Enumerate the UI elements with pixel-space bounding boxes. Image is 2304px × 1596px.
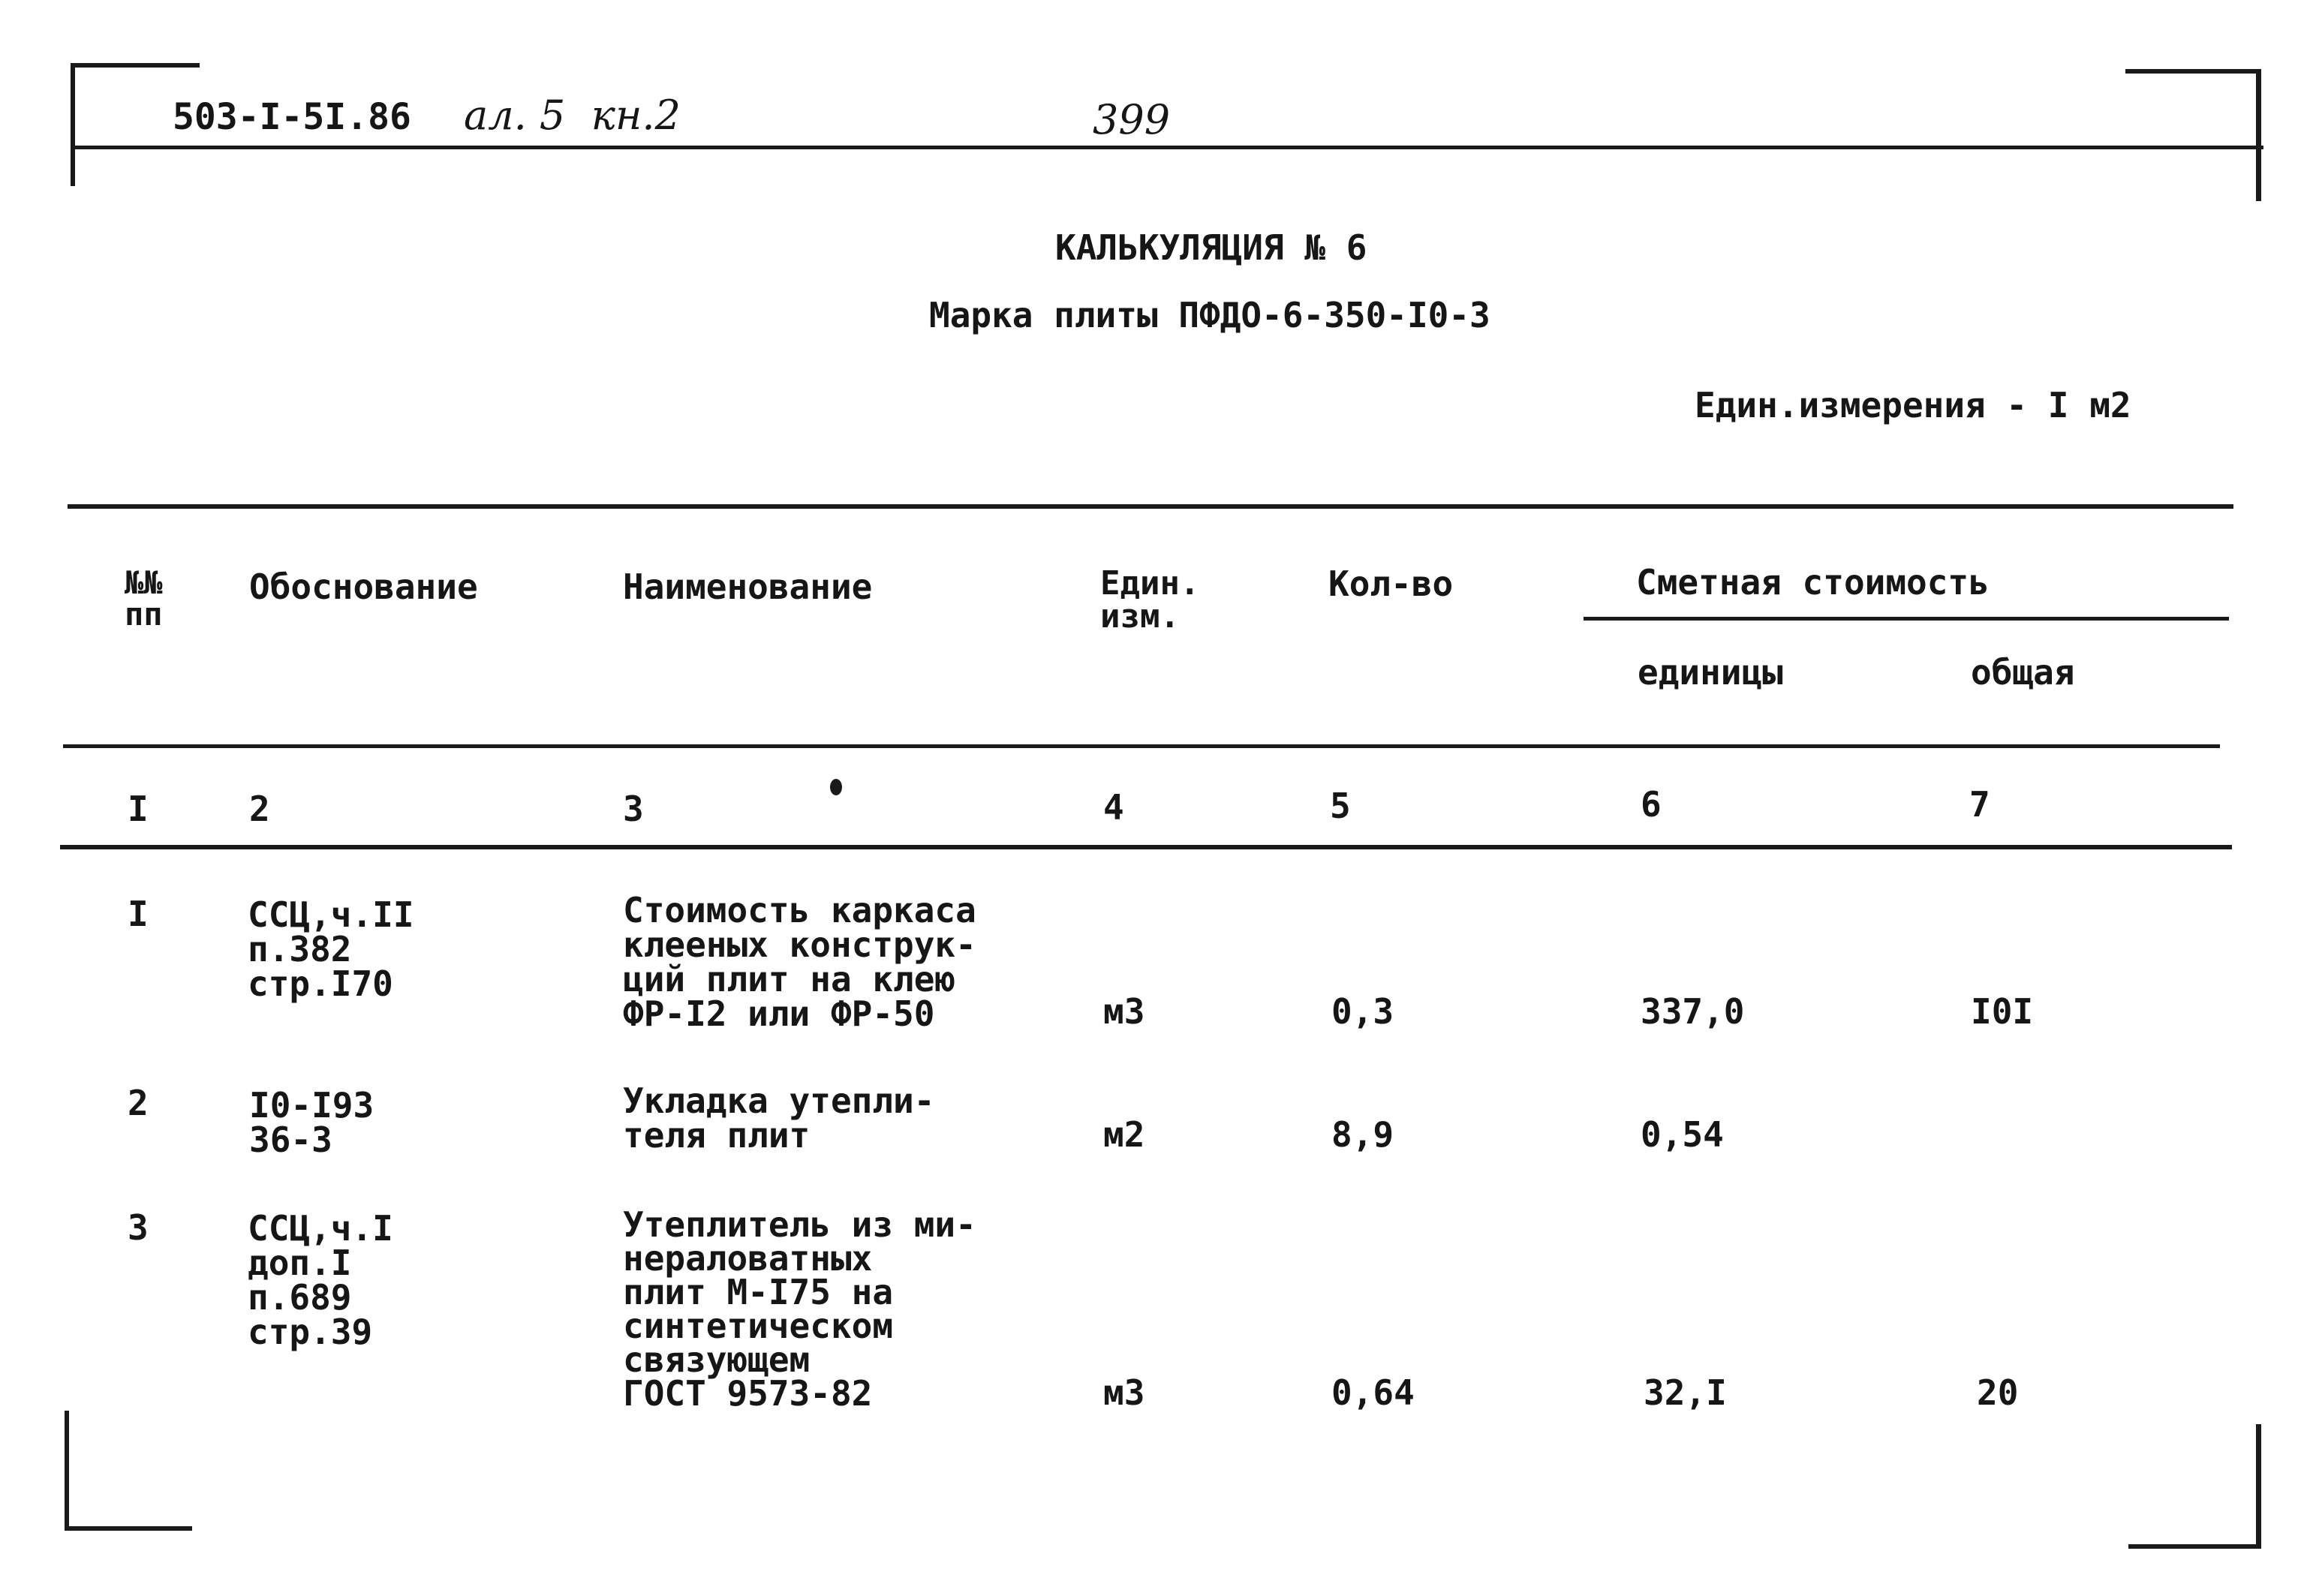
row-unit: м3 xyxy=(1103,1372,1145,1413)
row-qty: 0,64 xyxy=(1331,1372,1415,1413)
frame-header-rule xyxy=(72,146,2263,149)
header-name: Наименование xyxy=(623,567,873,607)
row-unit: м3 xyxy=(1103,991,1145,1032)
colnum-6: 6 xyxy=(1641,784,1662,825)
row-cost-total: 20 xyxy=(1977,1372,2019,1413)
header-cost-group: Сметная стоимость xyxy=(1636,562,1990,603)
row-name: Укладка утепли- теля плит xyxy=(623,1081,935,1156)
row-qty: 0,3 xyxy=(1331,991,1394,1032)
cost-group-rule xyxy=(1584,617,2229,621)
header-bottom-rule xyxy=(63,744,2220,748)
colnum-5: 5 xyxy=(1330,786,1351,826)
handwritten-reference: ал. 5 кн.2 xyxy=(464,92,681,139)
header-cost-total: общая xyxy=(1971,652,2075,693)
frame-bottom-right-v xyxy=(2256,1424,2261,1549)
colnum-7: 7 xyxy=(1969,784,1990,825)
frame-top-right-v xyxy=(2256,69,2261,201)
header-qty: Кол-во xyxy=(1328,564,1454,604)
header-basis: Обоснование xyxy=(249,567,478,607)
frame-bottom-right-h xyxy=(2128,1544,2260,1549)
header-num: №№ пп xyxy=(125,564,163,633)
frame-bottom-left-v xyxy=(65,1411,69,1531)
column-numbers-rule xyxy=(60,845,2232,849)
page-number: 399 xyxy=(1093,96,1171,143)
row-name: Стоимость каркаса клееных конструк- ций плит на клею ФР-I2 или ФР-50 xyxy=(623,890,976,1034)
row-basis: I0-I93 36-3 xyxy=(249,1085,374,1160)
row-num: 2 xyxy=(128,1083,149,1123)
header-cost-unit: единицы xyxy=(1638,652,1783,693)
ink-dot xyxy=(830,779,842,795)
row-num: 3 xyxy=(128,1207,149,1248)
doc-code: 503-I-5I.86 xyxy=(173,96,411,138)
row-cost-total: I0I xyxy=(1971,991,2034,1032)
row-cost-unit: 337,0 xyxy=(1641,991,1745,1032)
row-qty: 8,9 xyxy=(1331,1114,1394,1155)
table-top-rule xyxy=(68,504,2233,509)
colnum-2: 2 xyxy=(249,789,270,829)
header-unit: Един. изм. xyxy=(1100,564,1200,636)
document-title: КАЛЬКУЛЯЦИЯ № 6 xyxy=(1055,227,1367,268)
document-subtitle: Марка плиты ПФДО-6-350-I0-3 xyxy=(929,295,1490,335)
unit-of-measure-note: Един.измерения - I м2 xyxy=(1695,385,2131,425)
colnum-4: 4 xyxy=(1103,787,1124,828)
row-num: I xyxy=(128,894,149,934)
colnum-1: I xyxy=(128,789,149,829)
frame-top-left-v xyxy=(71,63,75,186)
row-unit: м2 xyxy=(1103,1114,1145,1155)
row-cost-unit: 32,I xyxy=(1644,1372,1727,1413)
row-basis: ССЦ,ч.I доп.I п.689 стр.39 xyxy=(248,1208,393,1352)
row-basis: ССЦ,ч.II п.382 стр.I70 xyxy=(248,894,414,1004)
row-cost-unit: 0,54 xyxy=(1641,1114,1724,1155)
frame-bottom-left-h xyxy=(65,1526,192,1531)
frame-top-left-h xyxy=(72,63,200,68)
frame-top-right-h xyxy=(2125,69,2260,74)
colnum-3: 3 xyxy=(623,789,644,829)
row-name: Утеплитель из ми- нераловатных плит М-I75 на синтетическом связующем ГОСТ 9573-82 xyxy=(623,1204,976,1414)
